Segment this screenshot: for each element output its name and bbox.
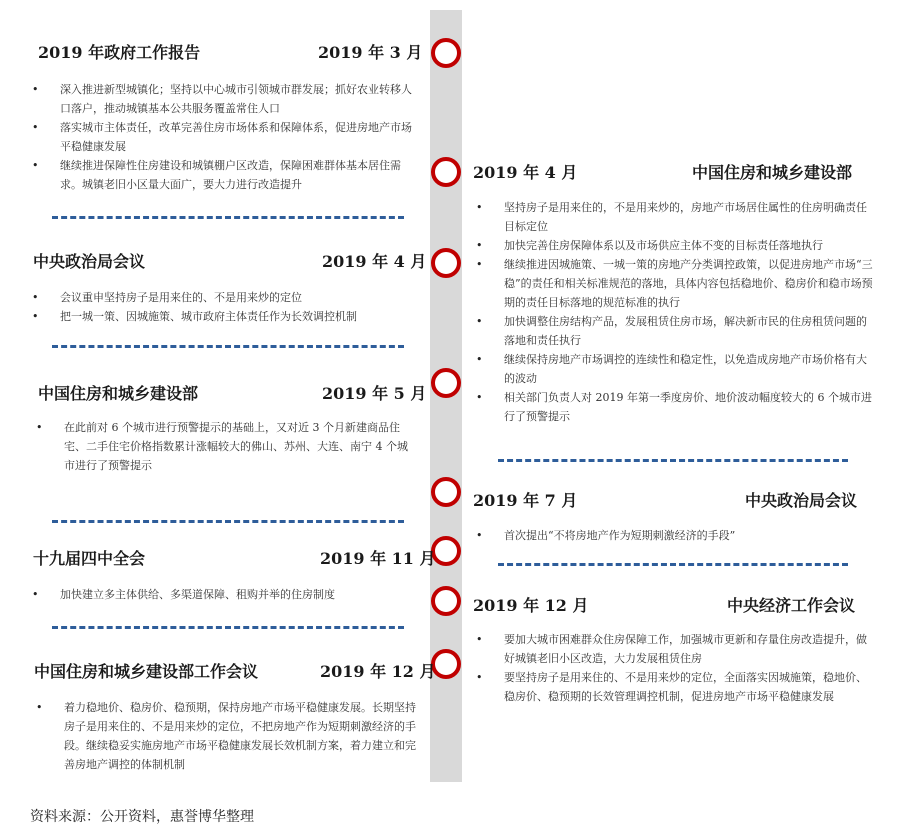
- list-item: • 继续推进保障性住房建设和城镇棚户区改造，保障困难群体基本居住需求。城镇老旧小区量大面广，要大力进行改造提升: [30, 156, 420, 194]
- event-title: 中国住房和城乡建设部: [38, 384, 199, 403]
- list-item: • 加快建立多主体供给、多渠道保障、租购并举的住房制度: [30, 585, 420, 604]
- section-divider: [52, 345, 404, 348]
- event-items: [30, 80, 420, 194]
- section-divider: [52, 520, 404, 523]
- event-date: 2019 年 11 月: [320, 549, 436, 568]
- event-title: 中国住房和城乡建设部工作会议: [34, 662, 259, 681]
- list-item: • 落实城市主体责任，改革完善住房市场体系和保障体系，促进房地产市场平稳健康发展: [30, 118, 420, 156]
- source-note: 资料来源：公开资料，惠誉博华整理: [30, 809, 254, 825]
- event-items: [474, 526, 876, 545]
- event-date: 2019 年 12 月: [320, 662, 436, 681]
- timeline-node-may: [431, 368, 461, 398]
- list-item: • 加快调整住房结构产品，发展租赁住房市场，解决新市民的住房租赁问题的落地和责任执行: [474, 312, 876, 350]
- event-date: 2019 年 5 月: [322, 384, 427, 403]
- section-divider: [52, 216, 404, 219]
- section-divider: [498, 459, 848, 462]
- list-item: • 坚持房子是用来住的，不是用来炒的，房地产市场居住属性的住房明确责任目标定位: [474, 198, 876, 236]
- event-title: 中央经济工作会议: [727, 596, 856, 615]
- event-title: 中国住房和城乡建设部: [692, 163, 853, 182]
- event-date: 2019 年 4 月: [473, 163, 578, 182]
- event-title: 中央政治局会议: [745, 491, 858, 510]
- timeline-node-mar: [431, 38, 461, 68]
- list-item: • 深入推进新型城镇化；坚持以中心城市引领城市群发展；抓好农业转移人口落户，推动城镇基本公共服务覆盖常住人口: [30, 80, 420, 118]
- list-item: • 着力稳地价、稳房价、稳预期，保持房地产市场平稳健康发展。长期坚持房子是用来住的、不是用来炒的定位，不把房地产作为短期刺激经济的手段。继续稳妥实施房地产市场平稳健康发展长效机制方案，着力建立和完善房地产调控的体制机制: [34, 698, 422, 774]
- event-items: [34, 418, 418, 475]
- event-date: 2019 年 7 月: [473, 491, 578, 510]
- list-item: • 在此前对 6 个城市进行预警提示的基础上，又对近 3 个月新建商品住宅、二手住宅价格指数累计涨幅较大的佛山、苏州、大连、南宁 4 个城市进行了预警提示: [34, 418, 418, 475]
- section-divider: [498, 563, 848, 566]
- list-item: • 相关部门负责人对 2019 年第一季度房价、地价波动幅度较大的 6 个城市进行了预警提示: [474, 388, 876, 426]
- list-item: • 要坚持房子是用来住的、不是用来炒的定位，全面落实因城施策，稳地价、稳房价、稳预期的长效管理调控机制，促进房地产市场平稳健康发展: [474, 668, 876, 706]
- timeline-node-apr-mohurd: [431, 157, 461, 187]
- list-item: • 继续推进因城施策、一城一策的房地产分类调控政策，以促进房地产市场“三稳”的责任和相关标准规范的落地，具体内容包括稳地价、稳房价和稳市场预期的责任目标落地的规范标准的执行: [474, 255, 876, 312]
- list-item: • 首次提出“不将房地产作为短期刺激经济的手段”: [474, 526, 876, 545]
- timeline-node-dec-cewc: [431, 586, 461, 616]
- event-date: 2019 年 4 月: [322, 252, 427, 271]
- event-date: 2019 年 3 月: [318, 43, 423, 62]
- event-items: [474, 198, 876, 426]
- list-item: • 继续保持房地产市场调控的连续性和稳定性，以免造成房地产市场价格有大的波动: [474, 350, 876, 388]
- list-item: • 要加大城市困难群众住房保障工作，加强城市更新和存量住房改造提升，做好城镇老旧小区改造，大力发展租赁住房: [474, 630, 876, 668]
- event-title: 十九届四中全会: [33, 549, 146, 568]
- event-title: 2019 年政府工作报告: [38, 43, 201, 62]
- list-item: • 把一城一策、因城施策、城市政府主体责任作为长效调控机制: [30, 307, 420, 326]
- event-items: [30, 585, 420, 604]
- event-items: [30, 288, 420, 326]
- event-items: [474, 630, 876, 706]
- event-title: 中央政治局会议: [33, 252, 146, 271]
- list-item: • 会议重申坚持房子是用来住的、不是用来炒的定位: [30, 288, 420, 307]
- timeline-node-jul: [431, 477, 461, 507]
- event-items: [34, 698, 422, 774]
- timeline-node-apr-politburo: [431, 248, 461, 278]
- event-date: 2019 年 12 月: [473, 596, 589, 615]
- list-item: • 加快完善住房保障体系以及市场供应主体不变的目标责任落地执行: [474, 236, 876, 255]
- section-divider: [52, 626, 404, 629]
